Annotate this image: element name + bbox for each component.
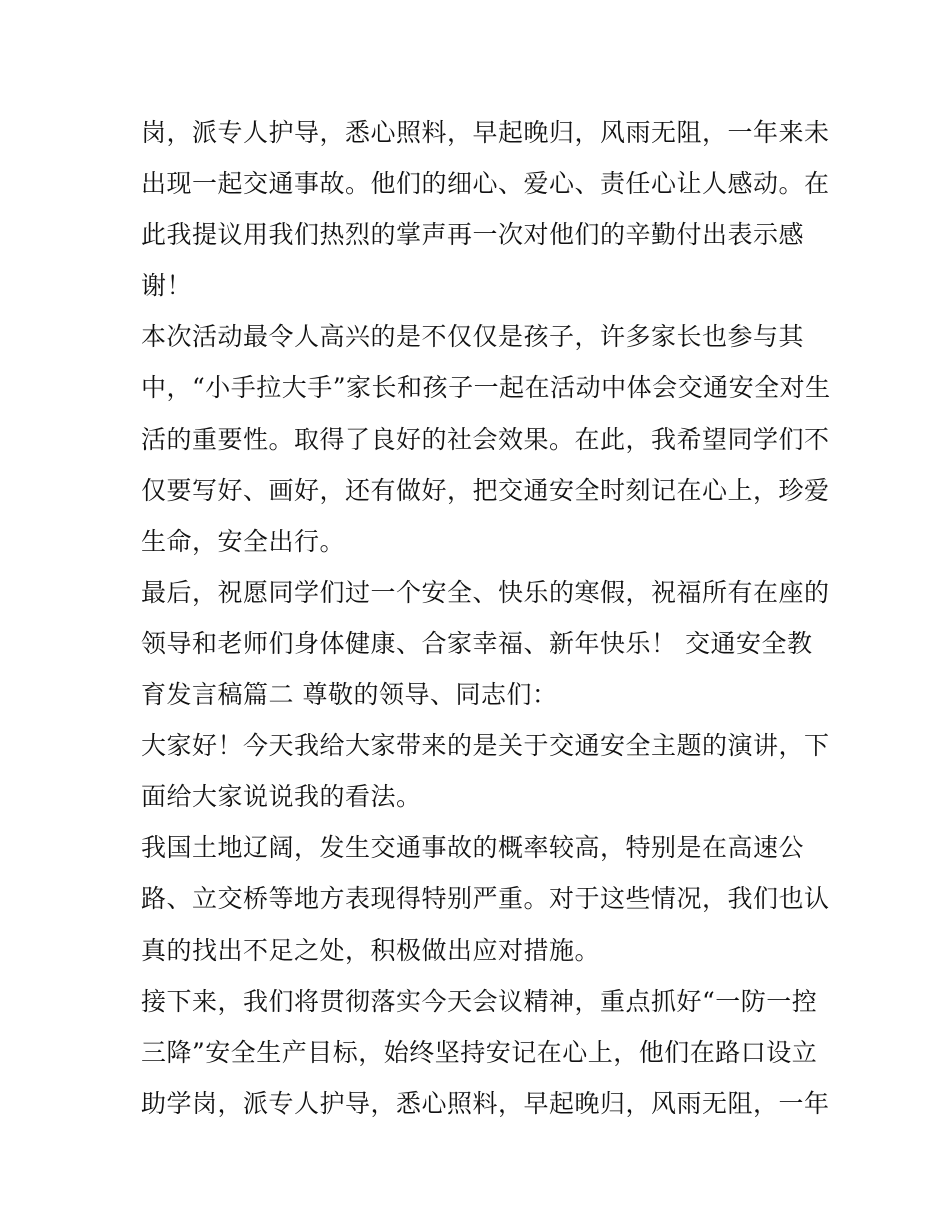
text-line: 生命，安全出行。: [141, 526, 346, 556]
text-line: 真的找出不足之处，积极做出应对措施。: [141, 935, 601, 965]
text-line: 路、立交桥等地方表现得特别严重。对于这些情况，我们也认: [141, 884, 830, 914]
text-line: 助学岗，派专人护导，悉心照料，早起晚归，风雨无阻，一年: [141, 1088, 830, 1118]
text-line: 育发言稿篇二 尊敬的领导、同志们：: [141, 680, 558, 710]
document-body: [141, 107, 831, 1129]
text-line: 大家好！今天我给大家带来的是关于交通安全主题的演讲，下: [141, 731, 830, 761]
text-line: 本次活动最令人高兴的是不仅仅是孩子，许多家长也参与其: [141, 322, 805, 352]
text-line: 谢！: [141, 271, 193, 301]
text-line: 中，“小手拉大手”家长和孩子一起在活动中体会交通安全对生: [141, 373, 831, 403]
text-line: 面给大家说说我的看法。: [141, 782, 422, 812]
text-line: 仅要写好、画好，还有做好，把交通安全时刻记在心上，珍爱: [141, 475, 830, 505]
text-line: 领导和老师们身体健康、合家幸福、新年快乐！ 交通安全教: [141, 628, 813, 658]
text-line: 接下来，我们将贯彻落实今天会议精神，重点抓好“一防一控: [141, 986, 818, 1016]
text-line: 岗，派专人护导，悉心照料，早起晚归，风雨无阻，一年来未: [141, 118, 830, 147]
text-line: 我国土地辽阔，发生交通事故的概率较高，特别是在高速公: [141, 833, 805, 863]
text-line: 最后，祝愿同学们过一个安全、快乐的寒假，祝福所有在座的: [141, 577, 830, 607]
text-line: 出现一起交通事故。他们的细心、爱心、责任心让人感动。在: [141, 169, 830, 199]
text-line: 活的重要性。取得了良好的社会效果。在此，我希望同学们不: [141, 424, 830, 454]
text-line: 三降”安全生产目标，始终坚持安记在心上，他们在路口设立: [141, 1037, 818, 1067]
text-line: 此我提议用我们热烈的掌声再一次对他们的辛勤付出表示感: [141, 220, 805, 250]
